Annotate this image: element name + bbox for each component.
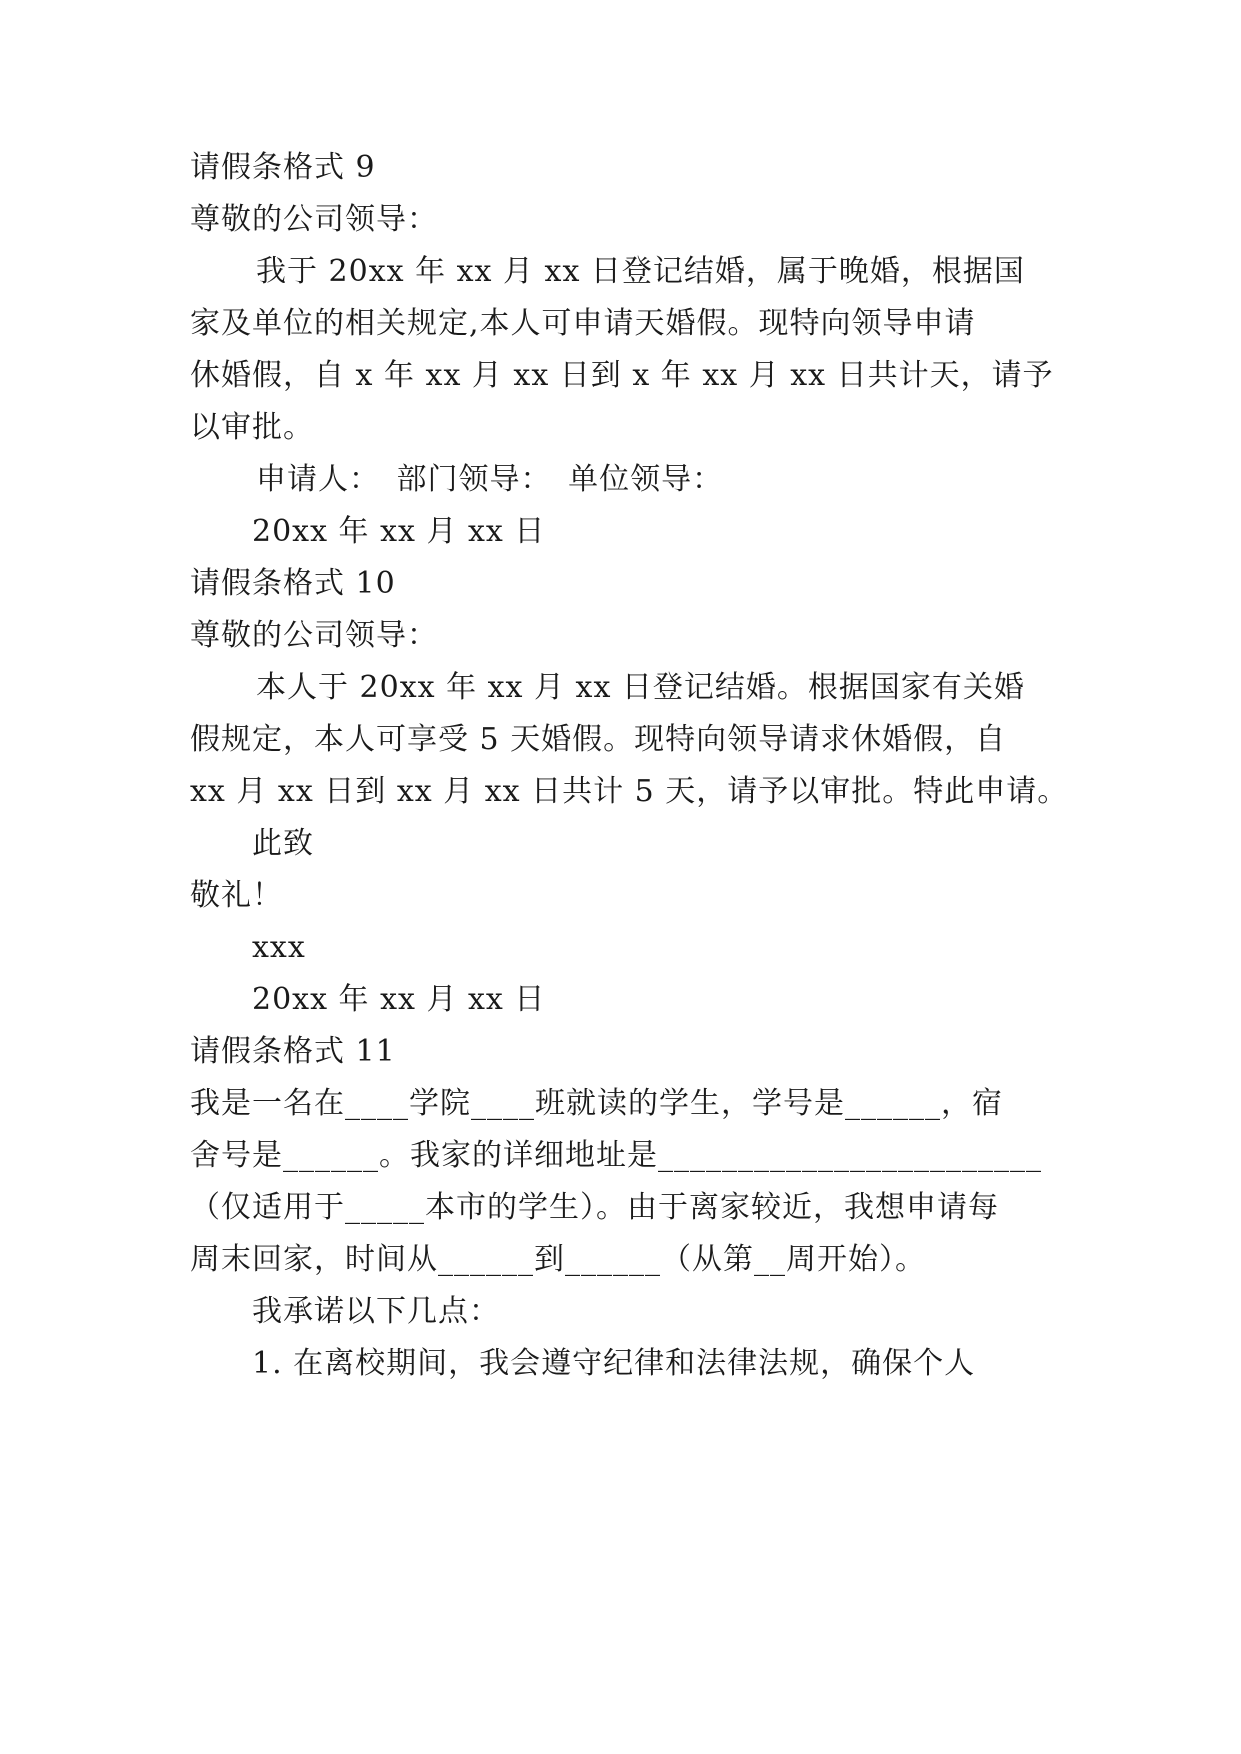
section11-body-line: （仅适用于_____本市的学生）。由于离家较近，我想申请每 [190,1190,999,1225]
section9-title: 请假条格式 9 [190,150,376,185]
section10-salutation: 尊敬的公司领导： [190,618,438,653]
section10-date: 20xx 年 xx 月 xx 日 [252,982,546,1017]
section9-body-line: 家及单位的相关规定,本人可申请天婚假。现特向领导申请 [190,306,976,341]
section9-body-line: 休婚假，自 x 年 xx 月 xx 日到 x 年 xx 月 xx 日共计天，请予 [190,358,1054,393]
section9-body-line: 以审批。 [190,410,314,445]
section11-body-line: 舍号是______。我家的详细地址是________________________ [190,1138,1042,1173]
section11-body-line: 我是一名在____学院____班就读的学生，学号是______，宿 [190,1086,1003,1121]
section9-date: 20xx 年 xx 月 xx 日 [252,514,546,549]
section10-closing: 此致 [252,826,314,861]
section9-salutation: 尊敬的公司领导： [190,202,438,237]
section11-title: 请假条格式 11 [190,1034,396,1069]
section11-promise-item: 1. 在离校期间，我会遵守纪律和法律法规，确保个人 [252,1346,976,1381]
section10-greeting: 敬礼！ [190,878,283,913]
section10-body-line: xx 月 xx 日到 xx 月 xx 日共计 5 天，请予以审批。特此申请。 [190,774,1069,809]
section9-signature-line: 申请人： 部门领导： 单位领导： [256,462,724,497]
section10-signature-name: xxx [252,930,306,965]
section9-body-line: 我于 20xx 年 xx 月 xx 日登记结婚，属于晚婚，根据国 [256,254,1025,289]
section11-body-line: 周末回家，时间从______到______（从第__周开始）。 [190,1242,926,1277]
section10-body-line: 本人于 20xx 年 xx 月 xx 日登记结婚。根据国家有关婚 [256,670,1025,705]
section10-body-line: 假规定，本人可享受 5 天婚假。现特向领导请求休婚假，自 [190,722,1007,757]
section11-promise-intro: 我承诺以下几点： [252,1294,500,1329]
section10-title: 请假条格式 10 [190,566,396,601]
